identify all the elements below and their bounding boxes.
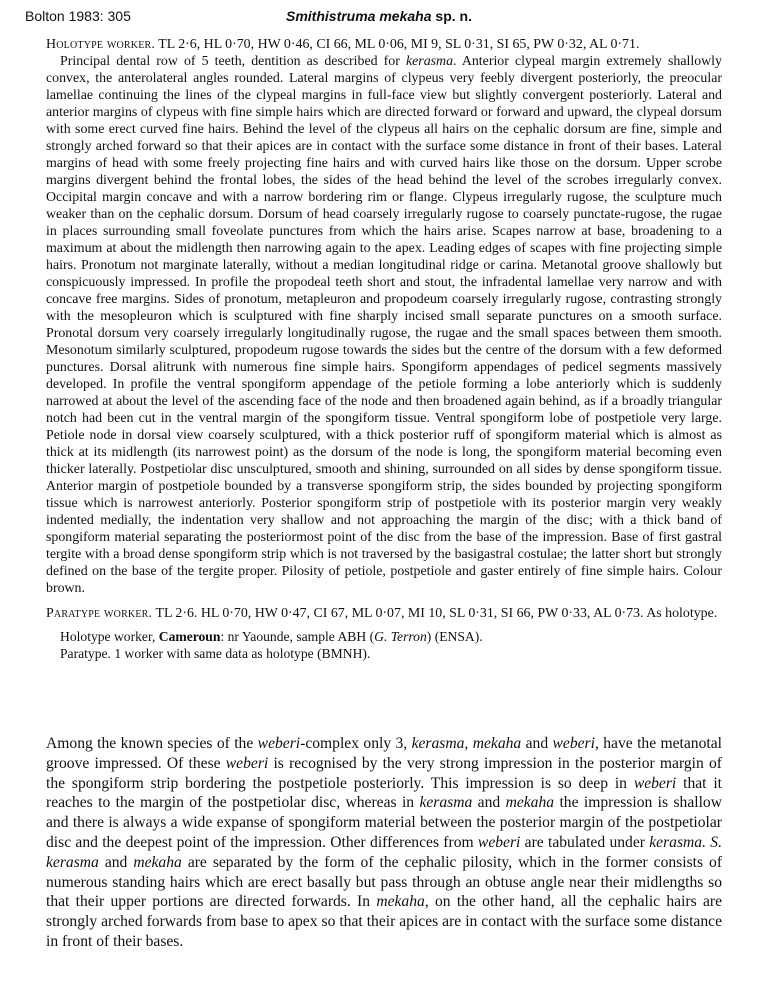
citation-label: Bolton 1983: 305 — [25, 8, 131, 24]
holotype-heading: Holotype worker. — [46, 37, 156, 52]
discussion-text: , on the other hand, all the cephalic hairs are strongly arched forwards from base to apex so that their apices are in contact with the surface some distance in front of their bases. — [46, 893, 722, 950]
holotype-text — [46, 53, 722, 597]
holotype-measurements: TL 2·6, HL 0·70, HW 0·46, CI 66, ML 0·06, MI 9, SL 0·31, SI 65, PW 0·32, AL 0·71. — [158, 37, 640, 52]
paratype-measurements: TL 2·6. HL 0·70, HW 0·47, CI 67, ML 0·07, MI 10, SL 0·31, SI 66, PW 0·33, AL 0·73. — [155, 606, 644, 621]
discussion-text: the impression is shallow and there is always a wide expanse of spongiform material between the posterior margin of the postpetiolar disc and the deepest point of the impression. Other differences from — [46, 794, 722, 851]
discussion-text: Among the known species of the — [46, 735, 254, 752]
discussion-italic: weberi — [633, 774, 677, 792]
paratype-description — [46, 605, 722, 622]
species-epithet: mekaha — [379, 8, 432, 24]
holotype-text-italic: kerasma — [405, 54, 454, 69]
discussion-italic: mekaha — [376, 893, 425, 911]
material-collector: G. Terron — [374, 629, 427, 644]
species-genus: Smithistruma — [286, 8, 376, 24]
material-country: Cameroun — [158, 629, 221, 644]
discussion-text: is recognised by the very strong impression in the posterior margin of the spongiform strip bordering the postpetiole posteriorly. This impression is so deep in — [46, 754, 722, 792]
discussion-italic: weberi — [225, 754, 269, 772]
discussion-text: and — [104, 853, 128, 871]
description-body — [46, 36, 722, 662]
discussion-italic: weberi — [257, 735, 301, 752]
holotype-text-part: Principal dental row of 5 teeth, dentition as described for — [60, 54, 400, 69]
discussion-text: and — [477, 794, 501, 812]
material-text: Holotype worker, — [60, 629, 156, 644]
discussion-italic: kerasma — [419, 794, 473, 812]
material-examined — [60, 628, 722, 662]
discussion-text: , have the metanotal groove impressed. Of these — [46, 735, 722, 772]
discussion-italic: weberi — [477, 833, 521, 851]
holotype-description — [46, 36, 722, 597]
discussion-italic: mekaha — [505, 794, 555, 812]
discussion-paragraph — [46, 734, 722, 952]
discussion-text: that it reaches to the margin of the postpetiolar disc, whereas in — [46, 774, 722, 812]
species-suffix: sp. n. — [435, 8, 472, 24]
discussion-italic: weberi — [552, 735, 595, 752]
paratype-note: As holotype. — [646, 606, 718, 621]
material-text: ) (ENSA). — [426, 629, 483, 644]
paratype-heading: Paratype worker. — [46, 606, 153, 621]
material-text: : nr Yaounde, sample ABH ( — [220, 629, 375, 644]
discussion-text: are tabulated under — [524, 833, 645, 851]
holotype-text-part: . Anterior clypeal margin extremely shallowly convex, the anterolateral angles rounded. Lateral margins of clypeus very feebly divergent posteriorly, the preocular lamellae continuing the lines of the clypeal margins in full-face view but slightly convergent posteriorly. Lateral and anterior margins of clypeus with fine simple hairs which are directed forward or forward and upward, the clypeal dorsum with some erect curved fine hairs. Behind the level of the clypeus all hairs on the cephalic dorsum are fine, simple and strongly arched forward so that their apices are in contact with the surface some distance in front of their bases. Lateral margins of head with some freely projecting fine hairs and with curved hairs like those on the dorsum. Upper scrobe margins divergent behind the frontal lobes, the sides of the head behind the level of the scrobes irregularly convex. Occipital margin concave and with a narrow bordering rim or flange. Clypeus irregularly rugose, the sculpture much weaker than on the cephalic dorsum. Dorsum of head coarsely irregularly rugose to coarsely punctate-rugose, the rugae in places surrounding small foveolate punctures from which the hairs arise. Scapes narrow at base, broadening to a maximum at about the midlength then narrowing again to the apex. Leading edges of scapes with fine projecting simple hairs. Pronotum not marginate laterally, without a median longitudinal ridge or carina. Metanotal groove shallowly but conspicuously impressed. In profile the propodeal teeth short and stout, the infradental lamellae very narrow and with concave free margins. Sides of pronotum, metapleuron and propodeum coarsely irregularly rugose, contrasting strongly with the mesopleuron which is sculptured with fine sharply incised small separate punctures on a smooth surface. Pronotal dorsum very coarsely irregularly longitudinally rugose, the rugae and the small spaces between them smooth. Mesonotum similarly sculptured, propodeum rugose towards the sides but the centre of the dorsum with a few deformed punctures. Dorsal alitrunk with numerous fine simple hairs. Spongiform appendages of pedicel segments massively developed. In profile the ventral spongiform appendage of the petiole forming a lobe anteriorly which is suddenly narrowed at about the level of the ascending face of the node and then broadened again behind, as if a broadly triangular notch had been cut in the ventral margin of the spongiform tissue. Ventral spongiform lobe of postpetiole very large. Petiole node in dorsal view coarsely sculptured, with a thick posterior ruff of spongiform material which is almost as thick at its midlength (its narrowest point) as the dorsum of the node is long, the spongiform material becoming even thicker laterally. Postpetiolar disc unsculptured, smooth and shining, surrounded on all sides by dense spongiform tissue. Anterior margin of postpetiole bounded by a transverse spongiform strip, the sides bounded by projecting spongiform tissue which is narrowest anteriorly. Posterior spongiform strip of postpetiole with its posterior margin very weakly indented medially, the indentation very shallow and not approaching the margin of the disc; with a thick band of spongiform material separating the posteriormost point of the disc from the base of the impression. Base of first gastral tergite with a broad dense spongiform strip which is not traversed by the basigastral costulae; the latter short but strongly defined on the base of the tergite proper. Pilosity of petiole, postpetiole and gaster entirely of fine simple hairs. Colour brown. — [46, 54, 722, 596]
paratype-material: Paratype. 1 worker with same data as holotype (BMNH). — [60, 646, 371, 661]
discussion-italic: mekaha — [133, 853, 182, 871]
discussion-text: are separated by the form of the cephalic pilosity, which in the former consists of numerous standing hairs which are erect basally but pass through an obtuse angle near their midlengths so that their upper portions are directed forwards. In — [46, 853, 723, 911]
discussion-italic: kerasma, mekaha — [411, 735, 522, 752]
holotype-material — [60, 628, 722, 645]
discussion-italic: kerasma. S. kerasma — [46, 833, 722, 871]
discussion-text: -complex only 3, — [300, 735, 408, 752]
species-title — [286, 8, 472, 24]
page-header — [0, 0, 769, 30]
discussion-text: and — [525, 735, 549, 752]
